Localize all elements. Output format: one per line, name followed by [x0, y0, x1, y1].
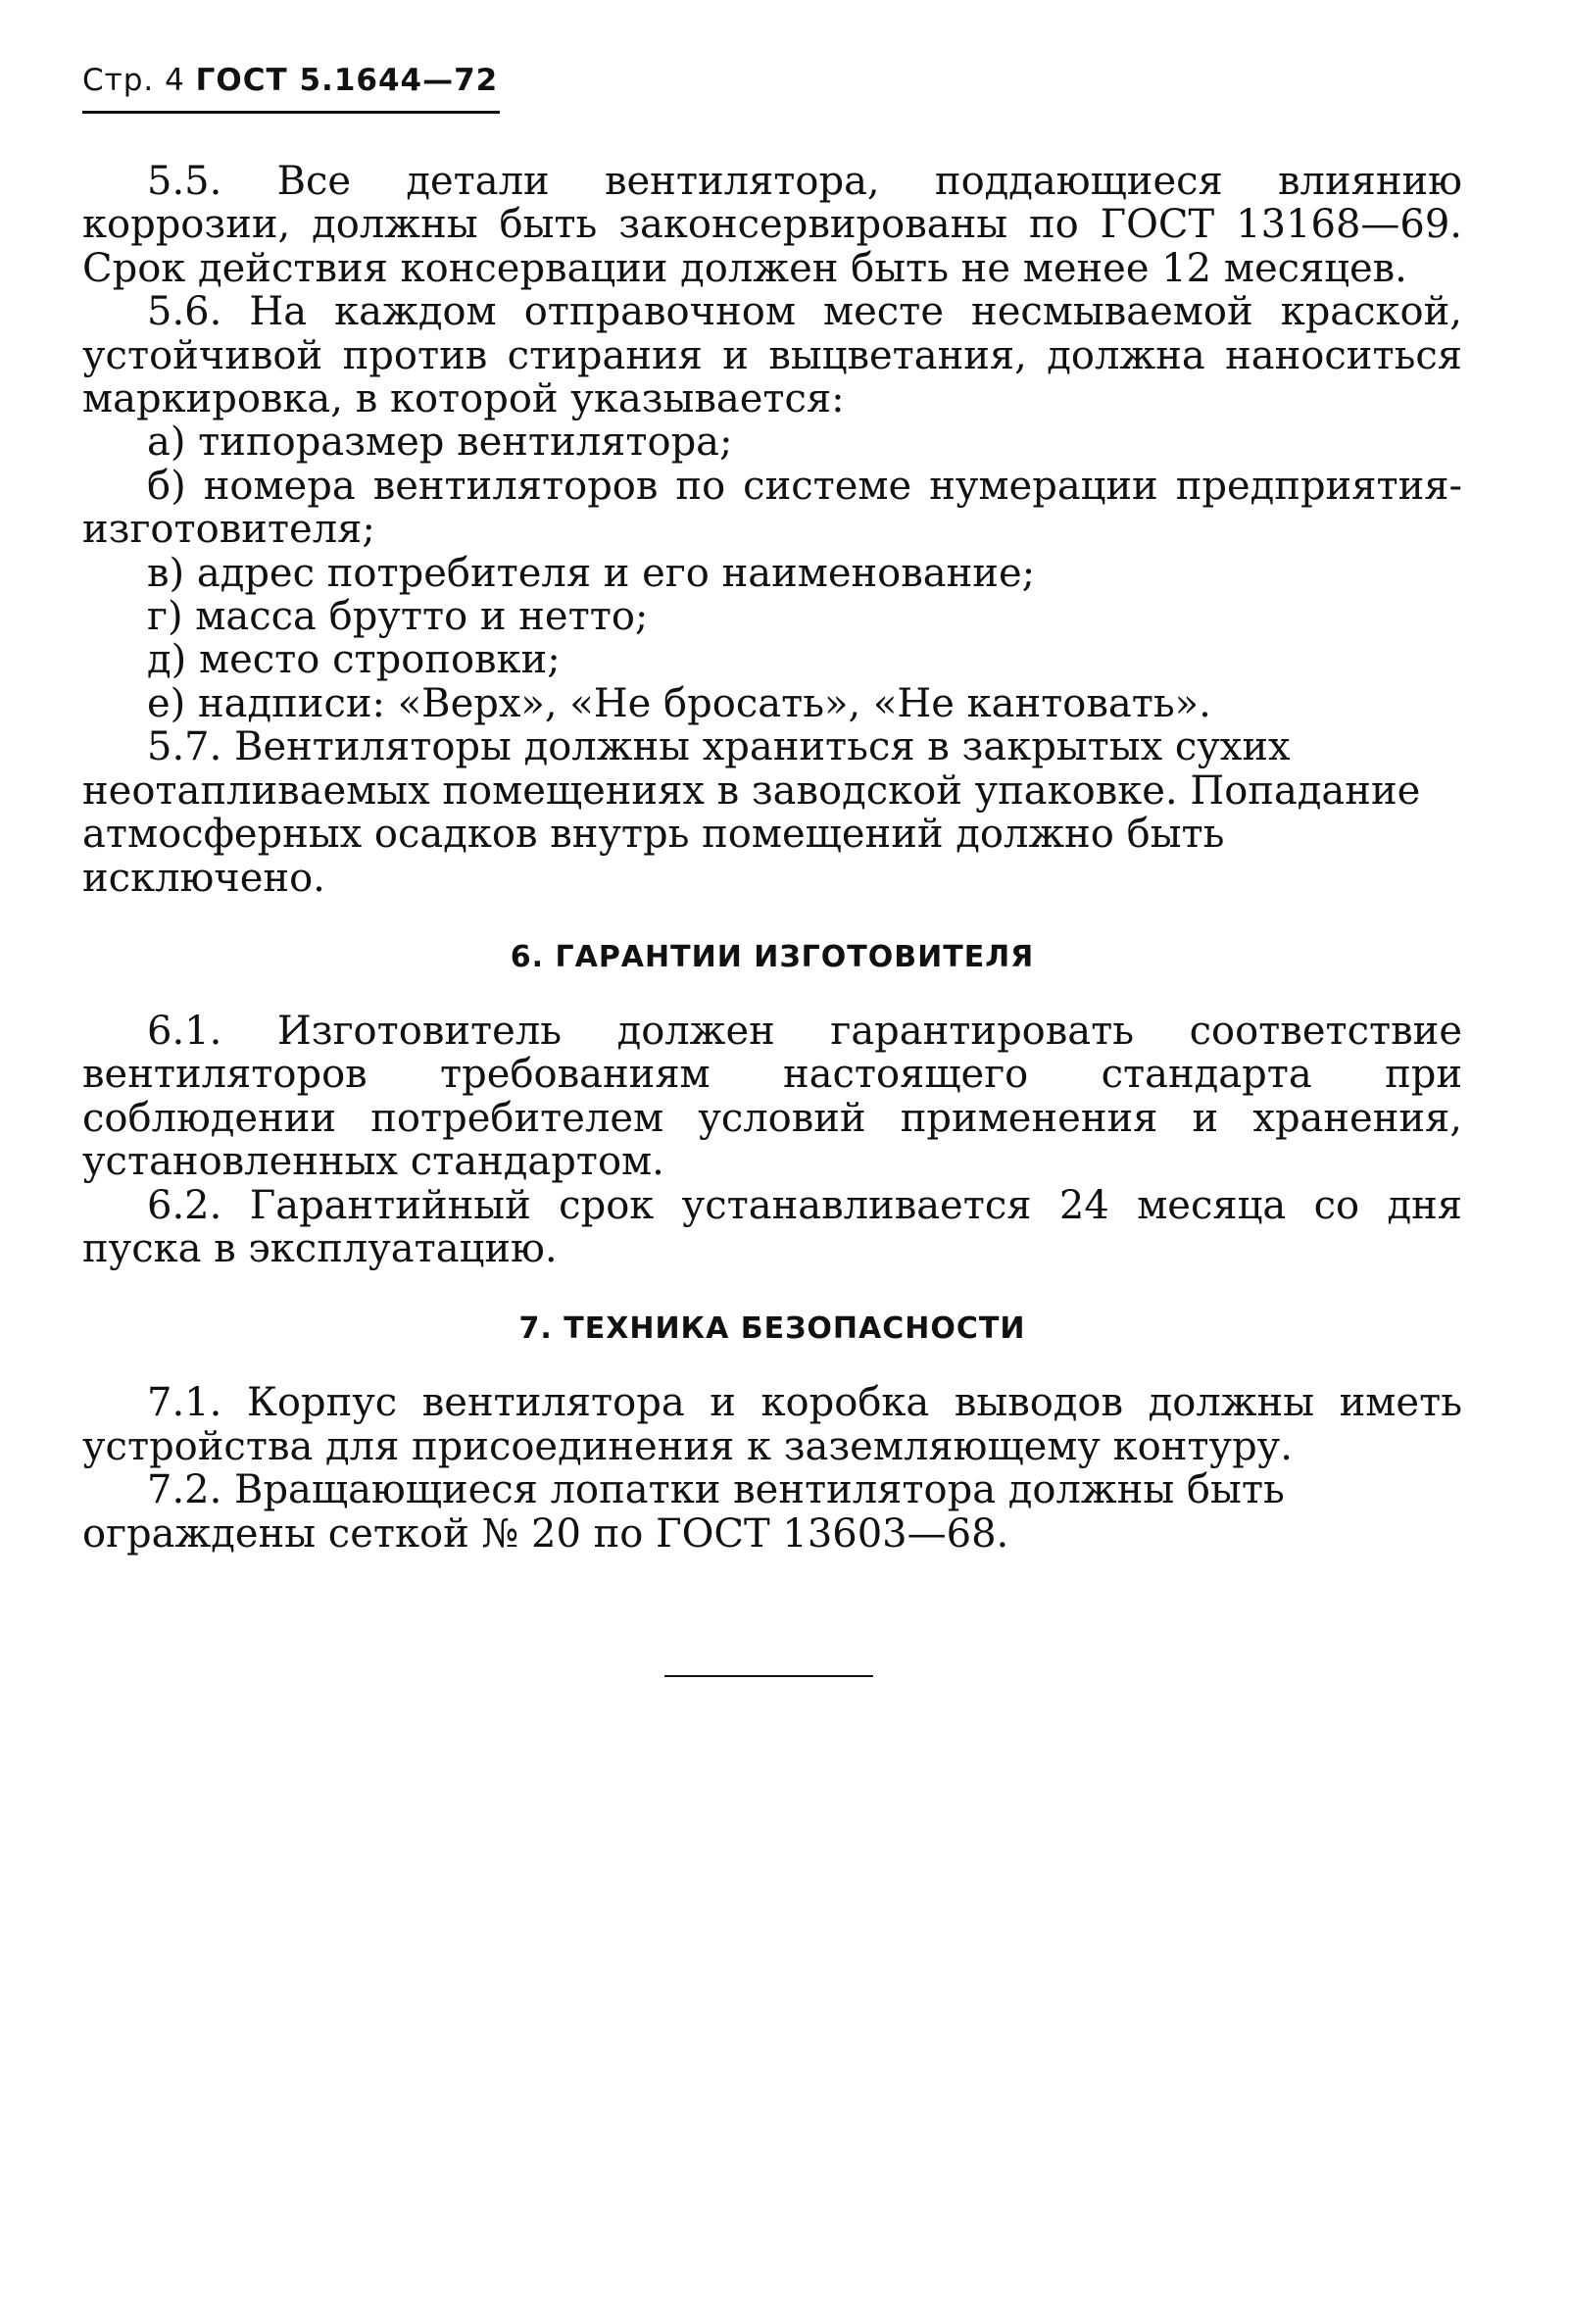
- list-item: а) типоразмер вентилятора;: [147, 420, 733, 466]
- list-item: д) место строповки;: [147, 637, 561, 683]
- list-item: в) адрес потребителя и его наименование;: [147, 550, 1036, 596]
- page-number-label: Стр. 4: [82, 63, 185, 98]
- clause-5-6: 5.6. На каждом отправочном месте несмываемой краской, устойчивой против стирания и выцветания, должна наноситься маркировка, в которой указывается:: [82, 289, 1462, 422]
- list-item: г) масса брутто и нетто;: [147, 594, 649, 640]
- clause-6-1: 6.1. Изготовитель должен гарантировать соответствие вентиляторов требованиям настоящего стандарта при соблюдении потребителем условий применения и хранения, установленных стандартом.: [82, 1008, 1462, 1185]
- clause-7-2: 7.2. Вращающиеся лопатки вентилятора должны быть ограждены сеткой № 20 по ГОСТ 13603—68.: [82, 1467, 1285, 1557]
- running-header: [82, 61, 498, 100]
- header-rule: [82, 111, 500, 114]
- standard-designation: ГОСТ 5.1644—72: [195, 63, 499, 98]
- section-7-heading: 7. ТЕХНИКА БЕЗОПАСНОСТИ: [518, 1311, 1026, 1347]
- end-of-text-rule: [664, 1675, 873, 1677]
- clause-6-2: 6.2. Гарантийный срок устанавливается 24 месяца со дня пуска в эксплуатацию.: [82, 1182, 1462, 1271]
- section-6-heading: 6. ГАРАНТИИ ИЗГОТОВИТЕЛЯ: [510, 939, 1035, 974]
- clause-7-1: 7.1. Корпус вентилятора и коробка выводов должны иметь устройства для присоединения к заземляющему контуру.: [82, 1380, 1462, 1469]
- list-item: б) номера вентиляторов по системе нумерации предприятия-изготовителя;: [82, 463, 1462, 553]
- list-item: е) надписи: «Верх», «Не бросать», «Не кантовать».: [147, 680, 1211, 726]
- clause-5-5: 5.5. Все детали вентилятора, поддающиеся влиянию коррозии, должны быть законсервированы по ГОСТ 13168—69. Срок действия консервации должен быть не менее 12 месяцев.: [82, 159, 1462, 291]
- document-body: [82, 160, 1462, 1556]
- clause-5-7: 5.7. Вентиляторы должны храниться в закрытых сухих неотапливаемых помещениях в заводской упаковке. Попадание атмосферных осадков внутрь помещений должно быть исключено.: [82, 724, 1421, 901]
